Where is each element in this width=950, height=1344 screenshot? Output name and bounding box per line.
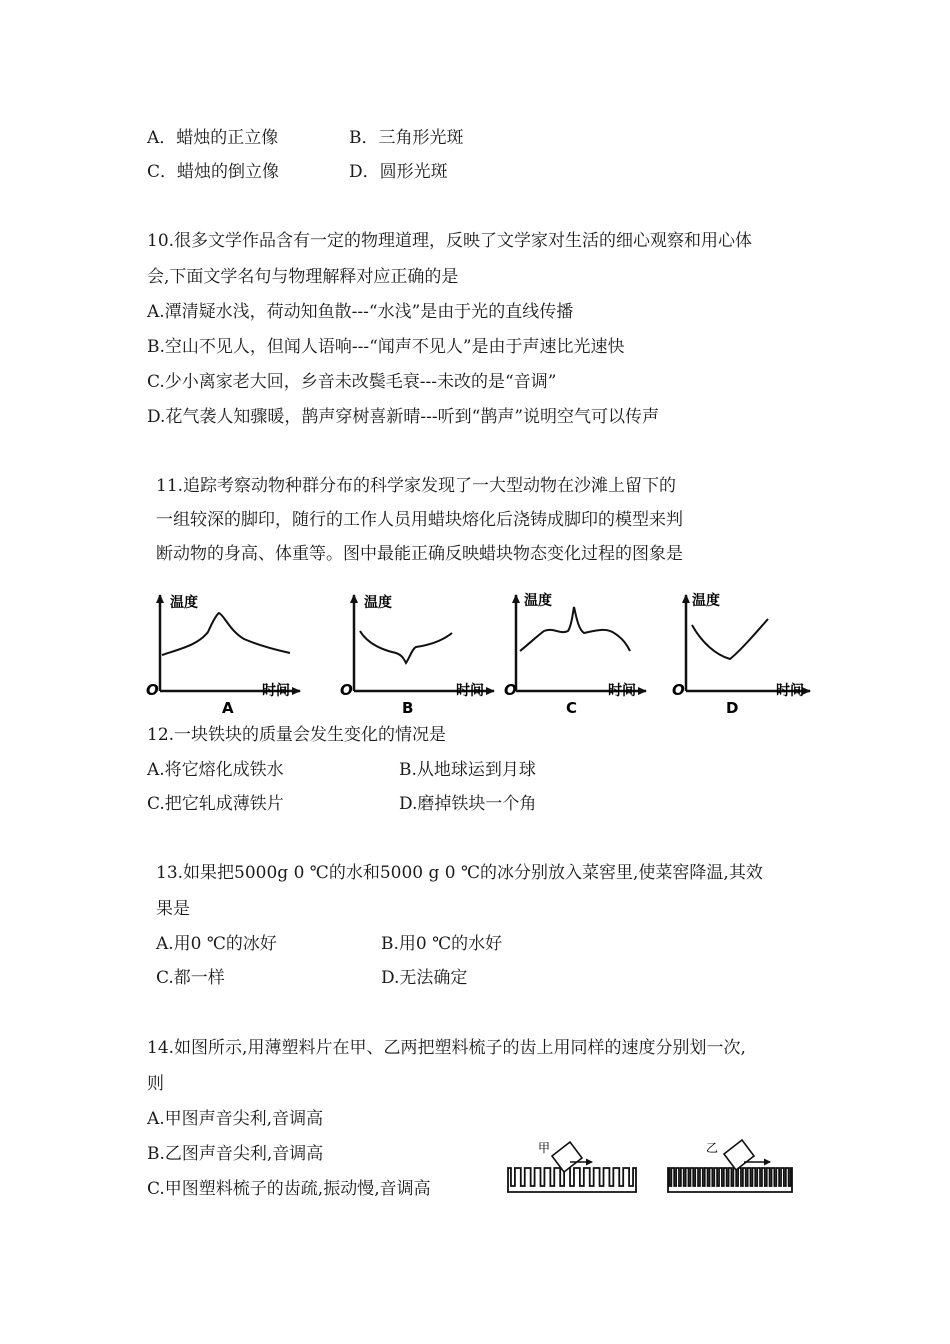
q14-option-c: C.甲图塑料梳子的齿疏,振动慢,音调高: [147, 1179, 431, 1199]
q12-stem: 12.一块铁块的质量会发生变化的情况是: [147, 725, 447, 745]
q14-comb-figure: [500, 1130, 800, 1200]
graph-d-origin: O: [672, 681, 685, 699]
graph-d-label: D: [726, 699, 739, 717]
comb-yi: [668, 1140, 792, 1192]
graph-a-xlabel: 时间: [262, 683, 290, 699]
q11-graphs: [140, 585, 830, 720]
graph-c-origin: O: [504, 681, 517, 699]
q13-option-b: B.用0 ℃的水好: [381, 934, 503, 954]
q12-option-d: D.磨掉铁块一个角: [399, 794, 537, 814]
q9-option-d: D．圆形光斑: [349, 162, 448, 182]
q14-stem-line2: 则: [147, 1074, 164, 1094]
graph-b-ylabel: 温度: [364, 595, 392, 611]
q14-stem-line1: 14.如图所示,用薄塑料片在甲、乙两把塑料梳子的齿上用同样的速度分别划一次,: [147, 1038, 746, 1058]
q13-option-c: C.都一样: [156, 968, 225, 988]
q10-stem-line2: 会,下面文学名句与物理解释对应正确的是: [147, 267, 459, 287]
q10-option-a: A.潭清疑水浅，荷动知鱼散---“水浅”是由于光的直线传播: [147, 302, 574, 322]
comb-yi-label: 乙: [706, 1141, 719, 1155]
graph-c: [504, 592, 646, 717]
q13-stem-line2: 果是: [156, 899, 190, 919]
q11-stem-line3: 断动物的身高、体重等。图中最能正确反映蜡块物态变化过程的图象是: [156, 544, 683, 564]
q14-option-a: A.甲图声音尖利,音调高: [147, 1109, 324, 1129]
q14-option-b: B.乙图声音尖利,音调高: [147, 1144, 324, 1164]
graph-a-ylabel: 温度: [170, 595, 198, 611]
q12-option-a: A.将它熔化成铁水: [147, 760, 284, 780]
q10-stem-line1: 10.很多文学作品含有一定的物理道理，反映了文学家对生活的细心观察和用心体: [147, 231, 753, 251]
graph-d-xlabel: 时间: [776, 683, 804, 699]
graph-a-label: A: [222, 699, 234, 717]
q13-stem-line1: 13.如果把5000g 0 ℃的水和5000 g 0 ℃的冰分别放入菜窖里,使菜窖降温,其效: [156, 863, 763, 883]
q12-option-c: C.把它轧成薄铁片: [147, 794, 284, 814]
graph-a-origin: O: [146, 681, 159, 699]
q10-option-d: D.花气袭人知骤暖，鹊声穿树喜新晴---听到“鹊声”说明空气可以传声: [147, 407, 660, 427]
comb-jia-label: 甲: [538, 1141, 551, 1155]
graph-a: [146, 594, 300, 717]
q9-option-c: C．蜡烛的倒立像: [147, 162, 280, 182]
graph-d: [672, 592, 810, 717]
graph-b: [340, 594, 494, 717]
comb-jia: [508, 1141, 636, 1192]
graph-b-label: B: [402, 699, 414, 717]
graph-b-xlabel: 时间: [456, 683, 484, 699]
q10-option-b: B.空山不见人，但闻人语响---“闻声不见人”是由于声速比光速快: [147, 337, 625, 357]
q11-stem-line2: 一组较深的脚印，随行的工作人员用蜡块熔化后浇铸成脚印的模型来判: [156, 510, 683, 530]
q11-stem-line1: 11.追踪考察动物种群分布的科学家发现了一大型动物在沙滩上留下的: [156, 476, 677, 496]
graph-b-origin: O: [340, 681, 353, 699]
q12-option-b: B.从地球运到月球: [399, 760, 536, 780]
graph-c-xlabel: 时间: [608, 683, 636, 699]
graph-c-ylabel: 温度: [524, 593, 552, 609]
q13-option-d: D.无法确定: [381, 968, 468, 988]
graph-c-label: C: [566, 699, 578, 717]
q9-option-b: B．三角形光斑: [349, 128, 464, 148]
q13-option-a: A.用0 ℃的冰好: [156, 934, 277, 954]
q9-option-a: A．蜡烛的正立像: [147, 128, 279, 148]
q10-option-c: C.少小离家老大回，乡音未改鬓毛衰---未改的是“音调”: [147, 372, 557, 392]
graph-d-ylabel: 温度: [692, 593, 720, 609]
